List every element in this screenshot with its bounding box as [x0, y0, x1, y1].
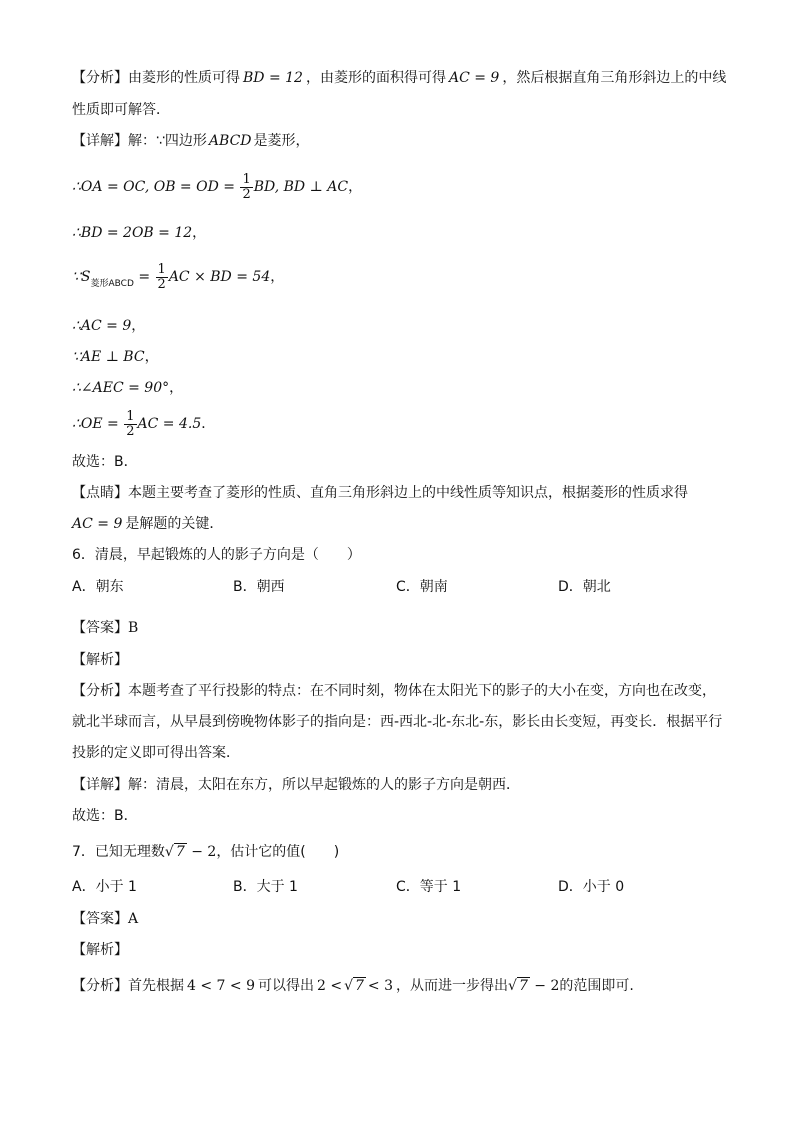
q7-option-d: D．小于 0 — [558, 879, 625, 895]
q7-option-b: B．大于 1 — [233, 879, 298, 895]
answer-tag: 【答案】 — [72, 620, 128, 636]
analysis-tag: 【分析】 — [72, 978, 128, 994]
q6-choice: 故选：B． — [72, 808, 138, 824]
fraction-half: $\frac{1}{2}$ — [242, 171, 251, 202]
sqrt-expression: √ 7 — [344, 978, 364, 994]
q5-step-7: ∴OE = $\frac{1}{2}$ AC = 4.5． — [72, 408, 216, 439]
sqrt-expression: √ 7 — [164, 844, 185, 860]
q6-analysis-header: 【解析】 — [72, 652, 128, 668]
q5-step-6: ∴∠AEC = 90°， — [72, 380, 184, 396]
q6-detail: 【详解】解：清晨，太阳在东方，所以早起锻炼的人的影子方向是朝西． — [72, 777, 520, 793]
q5-step-1: ∴OA = OC, OB = OD = $\frac{1}{2}$ BD, BD ⊥ AC， — [72, 171, 363, 202]
q5-step-3: $\because S_{菱形ABCD}$ = $\frac{1}{2}$ AC × BD = 54， — [72, 261, 285, 292]
analysis-tag: 【分析】 — [72, 70, 128, 86]
q5-comment-line-2: AC = 9 是解题的关键． — [72, 516, 224, 532]
math-ac: AC = 9 — [448, 70, 500, 86]
q5-step-4: ∴AC = 9， — [72, 318, 146, 334]
q6-option-d: D．朝北 — [558, 579, 611, 595]
q6-option-c: C．朝南 — [396, 579, 448, 595]
q7-stem: 7．已知无理数√ 7 − 2，估计它的值( ) — [72, 844, 340, 860]
q6-option-b: B．朝西 — [233, 579, 285, 595]
q5-step-2: ∴BD = 2OB = 12， — [72, 225, 207, 241]
q6-stem: 6．清晨，早起锻炼的人的影子方向是（ ） — [72, 547, 361, 563]
fraction-half: $\frac{1}{2}$ — [126, 408, 135, 439]
subscript-rhombus: 菱形ABCD — [90, 279, 134, 289]
q7-answer: 【答案】A — [72, 911, 139, 927]
detail-tag: 【详解】 — [72, 133, 128, 149]
q6-analysis-line-2: 就北半球而言，从早晨到傍晚物体影子的指向是：西-西北-北-东北-东，影长由长变短，再变长．根据平行 — [72, 714, 723, 730]
fraction-half: $\frac{1}{2}$ — [157, 261, 166, 292]
q5-analysis-line-2: 性质即可解答． — [72, 102, 170, 118]
q5-comment-line-1: 【点睛】本题主要考查了菱形的性质、直角三角形斜边上的中线性质等知识点，根据菱形的性质求得 — [72, 485, 688, 501]
q5-choice: 故选：B． — [72, 454, 138, 470]
q7-analysis-line: 【分析】首先根据 4 < 7 < 9 可以得出 2 < √ 7 < 3 ，从而进一步得出√ 7 − 2的范围即可. — [72, 978, 634, 994]
math-bd: BD = 12 — [243, 70, 303, 86]
sqrt-expression: √ 7 — [508, 978, 528, 994]
q6-analysis-line-3: 投影的定义即可得出答案． — [72, 745, 240, 761]
q5-analysis-line-1: 【分析】由菱形的性质可得 BD = 12 ，由菱形的面积得可得 AC = 9 ，然后根据直角三角形斜边上的中线 — [72, 70, 727, 86]
answer-tag: 【答案】 — [72, 911, 128, 927]
q5-detail-line: 【详解】解：∵四边形 ABCD 是菱形， — [72, 133, 310, 149]
q6-analysis-line-1: 【分析】本题考查了平行投影的特点：在不同时刻，物体在太阳光下的影子的大小在变，方向也在改变， — [72, 683, 716, 699]
q7-option-a: A．小于 1 — [72, 879, 137, 895]
q7-analysis-header: 【解析】 — [72, 942, 128, 958]
comment-tag: 【点睛】 — [72, 485, 128, 501]
q7-option-c: C．等于 1 — [396, 879, 462, 895]
q6-option-a: A．朝东 — [72, 579, 124, 595]
analysis-tag: 【分析】 — [72, 683, 128, 699]
detail-tag: 【详解】 — [72, 777, 128, 793]
q5-step-5: ∵AE ⊥ BC， — [72, 349, 159, 365]
q6-answer: 【答案】B — [72, 620, 139, 636]
